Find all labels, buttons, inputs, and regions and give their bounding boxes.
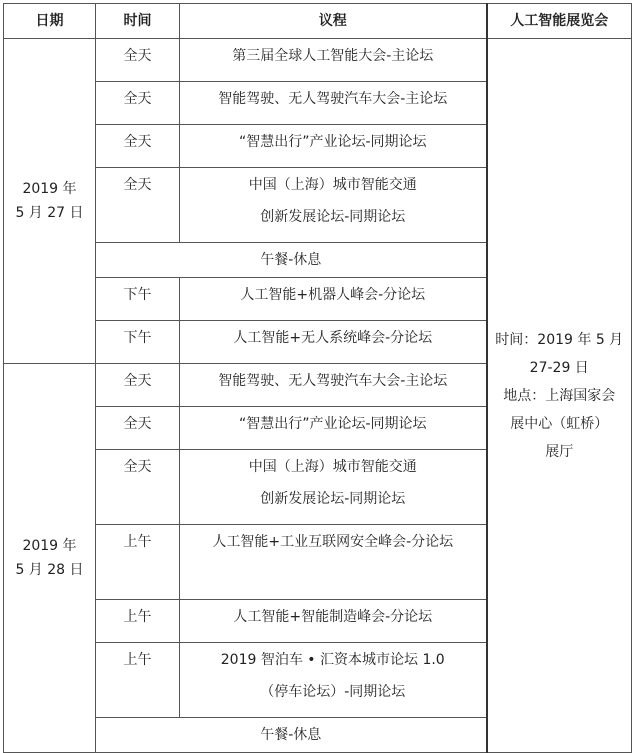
date-day: 5 月 27 日 xyxy=(15,205,84,221)
time-cell: 全天 xyxy=(96,39,180,82)
agenda-cell: 智能驾驶、无人驾驶汽车大会-主论坛 xyxy=(180,82,487,125)
agenda-cell: 人工智能+工业互联网安全峰会-分论坛 xyxy=(180,525,487,600)
date-day: 5 月 28 日 xyxy=(15,562,84,578)
time-cell: 全天 xyxy=(96,168,180,243)
agenda-cell: 智能驾驶、无人驾驶汽车大会-主论坛 xyxy=(180,364,487,407)
time-cell: 全天 xyxy=(96,125,180,168)
header-time: 时间 xyxy=(96,4,180,39)
table-row xyxy=(4,39,632,82)
expo-info-cell xyxy=(487,39,632,753)
time-cell: 全天 xyxy=(96,407,180,450)
date-year: 2019 年 xyxy=(22,181,77,197)
agenda-cell: 人工智能+无人系统峰会-分论坛 xyxy=(180,321,487,364)
agenda-cell: 人工智能+智能制造峰会-分论坛 xyxy=(180,600,487,643)
date-cell-day2 xyxy=(4,364,96,753)
header-date: 日期 xyxy=(4,4,96,39)
time-cell: 全天 xyxy=(96,82,180,125)
expo-time-line: 时间：2019 年 5 月 xyxy=(495,331,624,348)
agenda-cell: 2019 智泊车 • 汇资本城市论坛 1.0 （停车论坛）-同期论坛 xyxy=(180,643,487,718)
expo-venue-line2: 展中心（虹桥） xyxy=(510,415,609,432)
expo-date-line: 27-29 日 xyxy=(529,359,589,376)
agenda-cell: 人工智能+机器人峰会-分论坛 xyxy=(180,278,487,321)
expo-venue-line: 地点：上海国家会 xyxy=(503,387,616,404)
agenda-cell: “智慧出行”产业论坛-同期论坛 xyxy=(180,125,487,168)
time-cell: 上午 xyxy=(96,643,180,718)
lunch-break-cell: 午餐-休息 xyxy=(96,243,487,278)
agenda-cell: 第三届全球人工智能大会-主论坛 xyxy=(180,39,487,82)
expo-hall-line: 展厅 xyxy=(545,443,574,460)
date-year: 2019 年 xyxy=(22,538,77,554)
lunch-break-cell: 午餐-休息 xyxy=(96,718,487,753)
agenda-cell: 中国（上海）城市智能交通 创新发展论坛-同期论坛 xyxy=(180,168,487,243)
header-agenda: 议程 xyxy=(180,4,487,39)
time-cell: 下午 xyxy=(96,278,180,321)
time-cell: 下午 xyxy=(96,321,180,364)
header-row xyxy=(4,4,632,39)
time-cell: 上午 xyxy=(96,525,180,600)
time-cell: 全天 xyxy=(96,450,180,525)
schedule-table xyxy=(3,3,632,753)
agenda-cell: “智慧出行”产业论坛-同期论坛 xyxy=(180,407,487,450)
time-cell: 上午 xyxy=(96,600,180,643)
header-expo: 人工智能展览会 xyxy=(487,4,632,39)
date-cell-day1 xyxy=(4,39,96,364)
time-cell: 全天 xyxy=(96,364,180,407)
agenda-cell: 中国（上海）城市智能交通 创新发展论坛-同期论坛 xyxy=(180,450,487,525)
